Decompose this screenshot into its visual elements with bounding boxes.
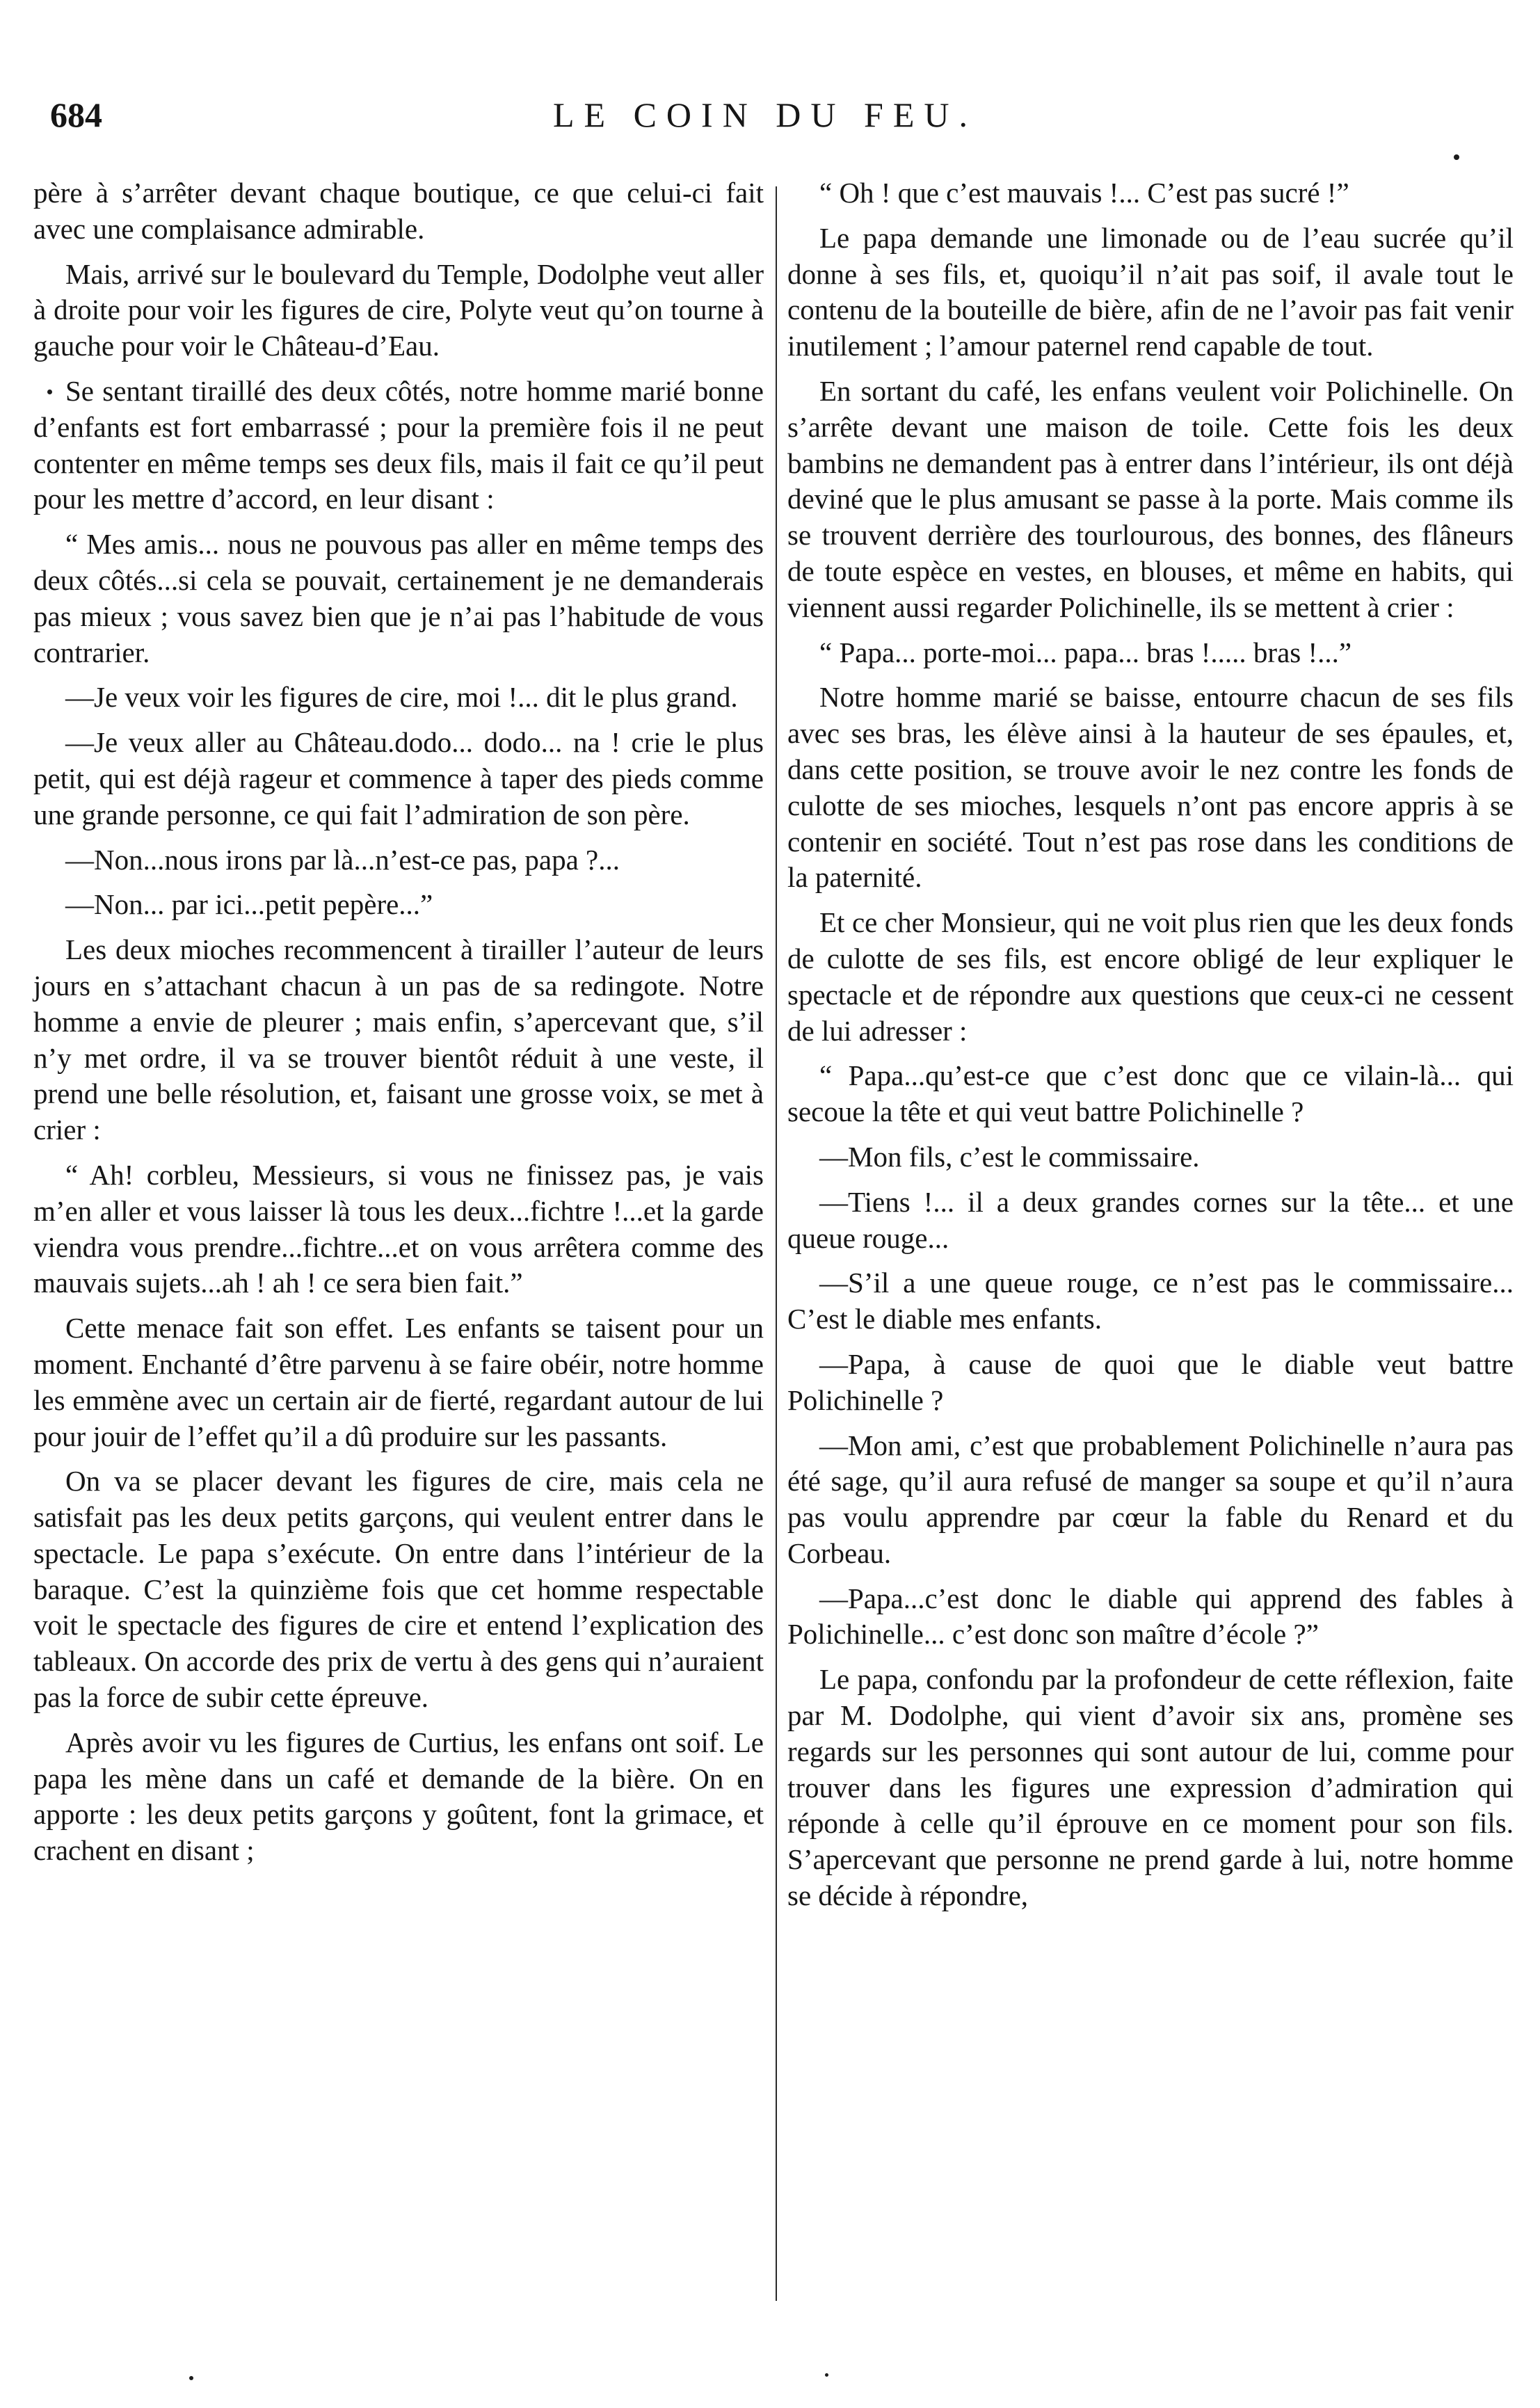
paragraph: —Papa, à cause de quoi que le diable veut battre Polichinelle ? [787, 1347, 1514, 1416]
paragraph: En sortant du café, les enfans veulent voir Polichinelle. On s’arrête devant une maison de toile. Cette fois les deux bambins ne demandent pas à entrer dans l’intérieur, ils ont déjà deviné que le plus amusant se passe à la porte. Mais comme ils se trouvent derrière des tourlourous, des bonnes, des flâneurs de toute espèce en vestes, en blouses, et même en habits, qui viennent aussi regarder Polichinelle, ils se mettent à crier : [787, 374, 1514, 623]
running-title: LE COIN DU FEU. [553, 95, 977, 134]
ink-speck [189, 2376, 193, 2380]
paragraph: —Je veux voir les figures de cire, moi !... dit le plus grand. [65, 681, 738, 714]
paragraph: “ Oh ! que c’est mauvais !... C’est pas sucré !” [819, 177, 1349, 209]
paragraph: “ Papa...qu’est-ce que c’est donc que ce vilain-là... qui secoue la tête et qui veut battre Polichinelle ? [787, 1059, 1514, 1128]
paragraph: Se sentant tiraillé des deux côtés, notre homme marié bonne d’enfants est fort embarrassé ; pour la première fois il ne peut contenter en même temps ses deux fils, mais il fait ce qu’il peut pour les mettre d’accord, en leur disant : [33, 374, 764, 515]
ink-speck [47, 390, 52, 394]
column-rule [776, 186, 777, 2301]
paragraph: “ Papa... porte-moi... papa... bras !..... bras !...” [819, 636, 1352, 668]
paragraph: “ Mes amis... nous ne pouvous pas aller en même temps des deux côtés...si cela se pouvait, certainement je ne demanderais pas mieux ; vous savez bien que je n’ai pas l’habitude de vous contrarier. [33, 528, 764, 668]
ink-speck [825, 2373, 828, 2377]
page-number: 684 [50, 95, 102, 134]
paragraph: Le papa demande une limonade ou de l’eau sucrée qu’il donne à ses fils, et, quoiqu’il n’ait pas soif, il avale tout le contenu de la bouteille de bière, afin de ne l’avoir pas fait venir inutilement ; l’amour paternel rend capable de tout. [787, 221, 1514, 362]
paragraph: Notre homme marié se baisse, entourre chacun de ses fils avec ses bras, les élève ainsi à la hauteur de ses épaules, et, dans cette position, se trouve avoir le nez contre les fonds de culotte de ses mioches, lesquels n’ont pas encore appris à se contenir en société. Tout n’est pas rose dans les conditions de la paternité. [787, 681, 1514, 894]
paragraph: —Papa...c’est donc le diable qui apprend des fables à Polichinelle... c’est donc son maître d’école ?” [787, 1582, 1514, 1651]
paragraph: Les deux mioches recommencent à tirailler l’auteur de leurs jours en s’attachant chacun à un pas de sa redingote. Notre homme a envie de pleurer ; mais enfin, s’apercevant que, s’il n’y met ordre, il va se trouver bientôt réduit à une veste, il prend une belle résolution, et, faisant une grosse voix, se met à crier : [33, 933, 764, 1146]
paragraph: —Tiens !... il a deux grandes cornes sur la tête... et une queue rouge... [787, 1185, 1514, 1254]
paragraph: “ Ah! corbleu, Messieurs, si vous ne finissez pas, je vais m’en aller et vous laisser là tous les deux...fichtre !...et la garde viendra vous prendre...fichtre...et on vous arrêtera comme des mauvais sujets...ah ! ah ! ce sera bien fait.” [33, 1158, 764, 1299]
paragraph: —Non...nous irons par là...n’est-ce pas, papa ?... [65, 843, 620, 876]
paragraph: Mais, arrivé sur le boulevard du Temple, Dodolphe veut aller à droite pour voir les figures de cire, Polyte veut qu’on tourne à gauche pour voir le Château-d’Eau. [33, 257, 764, 362]
paragraph: Le papa, confondu par la profondeur de cette réflexion, faite par M. Dodolphe, qui vient d’avoir six ans, promène ses regards sur les personnes qui sont autour de lui, comme pour trouver dans les figures une expression d’admiration qui réponde à celle qu’il éprouve en ce moment pour son fils. S’apercevant que personne ne prend garde à lui, notre homme se décide à répondre, [787, 1663, 1514, 1912]
paragraph: —S’il a une queue rouge, ce n’est pas le commissaire... C’est le diable mes enfants. [787, 1267, 1514, 1335]
paragraph: Cette menace fait son effet. Les enfants se taisent pour un moment. Enchanté d’être parvenu à se faire obéir, notre homme les emmène avec un certain air de fierté, regardant autour de lui pour jouir de l’effet qu’il a dû produire sur les passants. [33, 1312, 764, 1452]
ink-speck [1454, 154, 1459, 160]
paragraph: —Non... par ici...petit pepère...” [65, 888, 433, 921]
paragraph: —Je veux aller au Château.dodo... dodo... na ! crie le plus petit, qui est déjà rageur et commence à taper des pieds comme une grande personne, ce qui fait l’admiration de son père. [33, 726, 764, 830]
paragraph: Après avoir vu les figures de Curtius, les enfans ont soif. Le papa les mène dans un café et demande de la bière. On en apporte : les deux petits garçons y goûtent, font la grimace, et crachent en disant ; [33, 1726, 764, 1867]
right-column [787, 175, 1514, 1923]
paragraph: père à s’arrêter devant chaque boutique, ce que celui-ci fait avec une complaisance admirable. [33, 177, 764, 245]
paragraph: Et ce cher Monsieur, qui ne voit plus rien que les deux fonds de culotte de ses fils, est encore obligé de leur expliquer le spectacle et de répondre aux questions que ceux-ci ne cessent de lui adresser : [787, 906, 1514, 1047]
paragraph: On va se placer devant les figures de cire, mais cela ne satisfait pas les deux petits garçons, qui veulent entrer dans le spectacle. Le papa s’exécute. On entre dans l’intérieur de la baraque. C’est la quinzième fois que cet homme respectable voit le spectacle des figures de cire et entend l’explication des tableaux. On accorde des prix de vertu à des gens qui n’auraient pas la force de subir cette épreuve. [33, 1465, 764, 1714]
left-column [33, 175, 764, 1878]
running-head [42, 90, 1489, 139]
paragraph: —Mon ami, c’est que probablement Polichinelle n’aura pas été sage, qu’il aura refusé de manger sa soupe et qu’il n’aura pas voulu apprendre par cœur la fable du Renard et du Corbeau. [787, 1429, 1514, 1569]
paragraph: —Mon fils, c’est le commissaire. [819, 1140, 1200, 1173]
